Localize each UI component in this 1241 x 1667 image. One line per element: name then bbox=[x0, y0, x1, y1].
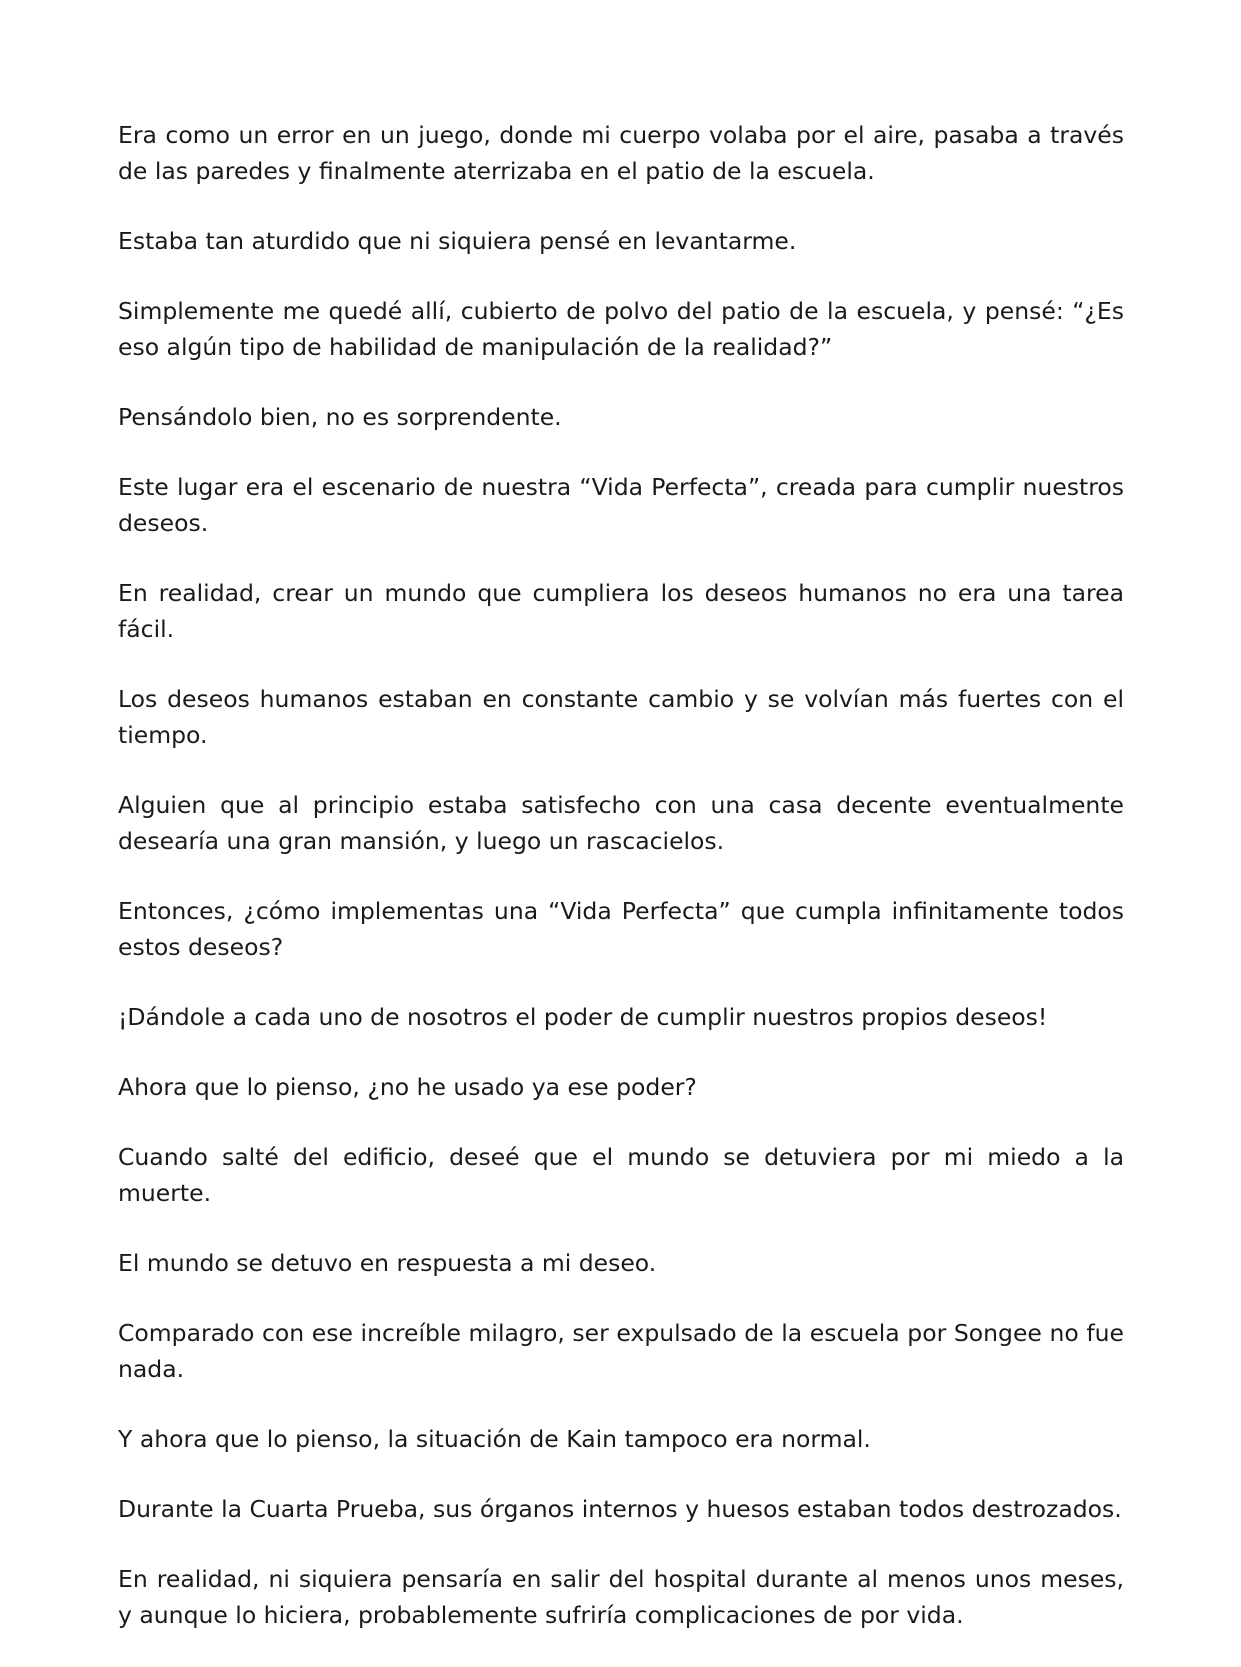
paragraph-14: Comparado con ese increíble milagro, ser expulsado de la escuela por Songee no fue nada. bbox=[118, 1319, 1124, 1383]
document-body bbox=[118, 117, 1124, 1667]
paragraph-8: Alguien que al principio estaba satisfecho con una casa decente eventualmente desearía una gran mansión, y luego un rascacielos. bbox=[118, 791, 1124, 855]
paragraph-7: Los deseos humanos estaban en constante cambio y se volvían más fuertes con el tiempo. bbox=[118, 685, 1124, 749]
paragraph-5: Este lugar era el escenario de nuestra “Vida Perfecta”, creada para cumplir nuestros deseos. bbox=[118, 473, 1124, 537]
paragraph-17: En realidad, ni siquiera pensaría en salir del hospital durante al menos unos meses, y aunque lo hiciera, probablemente sufriría complicaciones de por vida. bbox=[118, 1565, 1124, 1629]
paragraph-9: Entonces, ¿cómo implementas una “Vida Perfecta” que cumpla infinitamente todos estos deseos? bbox=[118, 897, 1124, 961]
paragraph-1: Era como un error en un juego, donde mi cuerpo volaba por el aire, pasaba a través de las paredes y finalmente aterrizaba en el patio de la escuela. bbox=[118, 121, 1124, 185]
paragraph-13: El mundo se detuvo en respuesta a mi deseo. bbox=[118, 1249, 657, 1277]
paragraph-16: Durante la Cuarta Prueba, sus órganos internos y huesos estaban todos destrozados. bbox=[118, 1495, 1122, 1523]
paragraph-6: En realidad, crear un mundo que cumpliera los deseos humanos no era una tarea fácil. bbox=[118, 579, 1124, 643]
paragraph-2: Estaba tan aturdido que ni siquiera pensé en levantarme. bbox=[118, 227, 797, 255]
paragraph-11: Ahora que lo pienso, ¿no he usado ya ese poder? bbox=[118, 1073, 697, 1101]
paragraph-4: Pensándolo bien, no es sorprendente. bbox=[118, 403, 562, 431]
paragraph-10: ¡Dándole a cada uno de nosotros el poder de cumplir nuestros propios deseos! bbox=[118, 1003, 1048, 1031]
paragraph-15: Y ahora que lo pienso, la situación de Kain tampoco era normal. bbox=[118, 1425, 871, 1453]
paragraph-3: Simplemente me quedé allí, cubierto de polvo del patio de la escuela, y pensé: “¿Es eso algún tipo de habilidad de manipulación de la realidad?” bbox=[118, 297, 1124, 361]
paragraph-12: Cuando salté del edificio, deseé que el mundo se detuviera por mi miedo a la muerte. bbox=[118, 1143, 1124, 1207]
